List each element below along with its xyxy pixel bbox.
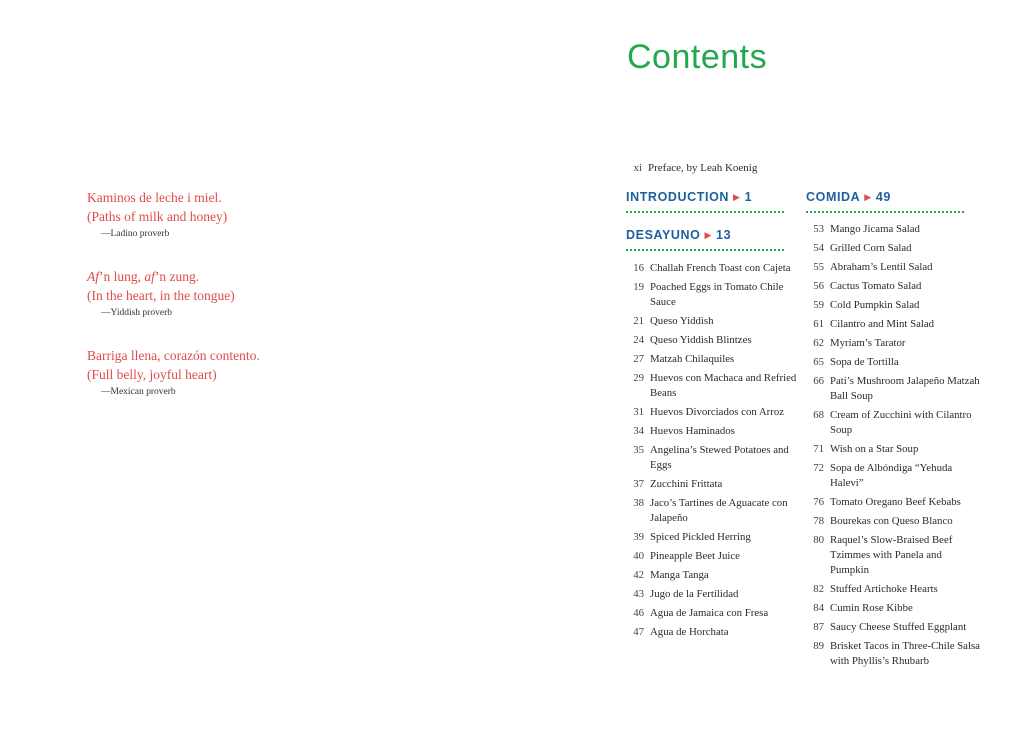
page-number: 82 — [813, 583, 824, 595]
toc-entry[interactable] — [806, 317, 982, 332]
entry-name: Huevos con Machaca and Refried Beans — [650, 372, 797, 399]
entry-name: Sopa de Albóndiga “Yehuda Halevi” — [830, 462, 953, 489]
section-label: DESAYUNO — [626, 228, 701, 242]
page-number: 19 — [633, 281, 644, 293]
entry-name: Brisket Tacos in Three-Chile Salsa with Phyllis’s Rhubarb — [830, 640, 980, 667]
toc-entry[interactable] — [626, 568, 802, 583]
page-number: 87 — [813, 621, 824, 633]
section-label: COMIDA — [806, 190, 861, 204]
entry-name: Wish on a Star Soup — [830, 443, 919, 455]
arrow-right-icon: ▶ — [704, 230, 713, 240]
entry-name: Jugo de la Fertilidad — [650, 588, 739, 600]
toc-entry[interactable] — [806, 533, 982, 578]
toc-entry[interactable] — [626, 606, 802, 621]
toc-entry[interactable] — [626, 333, 802, 348]
page-number: 43 — [633, 588, 644, 600]
toc-entry[interactable] — [626, 530, 802, 545]
toc-entry[interactable] — [806, 514, 982, 529]
page-number: 80 — [813, 534, 824, 546]
toc-entry[interactable] — [806, 461, 982, 491]
section-label: INTRODUCTION — [626, 190, 730, 204]
entry-name: Cilantro and Mint Salad — [830, 318, 935, 330]
page-number: 37 — [633, 478, 644, 490]
ladino-quote — [87, 188, 227, 239]
page-number: 65 — [813, 356, 824, 368]
toc-entry[interactable] — [806, 279, 982, 294]
entry-name: Stuffed Artichoke Hearts — [830, 583, 938, 595]
quote-line — [87, 267, 235, 286]
page-number: 68 — [813, 409, 824, 421]
toc-entry[interactable] — [626, 314, 802, 329]
page-number: 24 — [633, 334, 644, 346]
toc-entry[interactable] — [626, 424, 802, 439]
entry-name: Cactus Tomato Salad — [830, 280, 922, 292]
entry-name: Bourekas con Queso Blanco — [830, 515, 953, 527]
entry-name: Spiced Pickled Herring — [650, 531, 751, 543]
page-number: 72 — [813, 462, 824, 474]
entry-name: Challah French Toast con Cajeta — [650, 262, 791, 274]
quote-translation: (Full belly, joyful heart) — [87, 367, 217, 382]
entry-name: Cream of Zucchini with Cilantro Soup — [830, 409, 972, 436]
page-number: 27 — [633, 353, 644, 365]
page-number: xi — [633, 162, 642, 174]
entry-name: Pati’s Mushroom Jalapeño Matzah Ball Soup — [830, 375, 980, 402]
toc-entry[interactable] — [806, 620, 982, 635]
comida-list — [806, 222, 982, 673]
toc-entry[interactable] — [806, 355, 982, 370]
entry-name: Myriam’s Tarator — [830, 337, 906, 349]
toc-entry[interactable] — [626, 405, 802, 420]
desayuno-list — [626, 261, 802, 644]
entry-name: Cold Pumpkin Salad — [830, 299, 920, 311]
toc-entry[interactable] — [806, 408, 982, 438]
entry-name: Saucy Cheese Stuffed Eggplant — [830, 621, 967, 633]
toc-entry[interactable] — [626, 549, 802, 564]
page-number: 54 — [813, 242, 824, 254]
entry-name: Grilled Corn Salad — [830, 242, 912, 254]
dotted-divider — [806, 211, 964, 213]
entry-name: Poached Eggs in Tomato Chile Sauce — [650, 281, 784, 308]
page-number: 35 — [633, 444, 644, 456]
page-number: 31 — [633, 406, 644, 418]
entry-name: Sopa de Tortilla — [830, 356, 899, 368]
quote-attribution: —Yiddish proverb — [101, 308, 172, 318]
toc-entry[interactable] — [626, 625, 802, 640]
entry-name: Tomato Oregano Beef Kebabs — [830, 496, 961, 508]
quote-line: Kaminos de leche i miel. — [87, 190, 222, 205]
page-number: 56 — [813, 280, 824, 292]
page-number: 21 — [633, 315, 644, 327]
page-number: 47 — [633, 626, 644, 638]
page-number: 84 — [813, 602, 824, 614]
arrow-right-icon: ▶ — [733, 192, 741, 202]
entry-name: Queso Yiddish — [650, 315, 714, 327]
page-number: 66 — [813, 375, 824, 387]
dotted-divider — [626, 211, 784, 213]
quote-text: ’n lung, — [99, 269, 145, 284]
page-number: 55 — [813, 261, 824, 273]
page-number: 16 — [633, 262, 644, 274]
quote-italic: af — [144, 269, 155, 284]
toc-entry[interactable] — [626, 371, 802, 401]
page-number: 53 — [813, 223, 824, 235]
page-title: Contents — [627, 38, 768, 76]
toc-entry[interactable] — [806, 582, 982, 597]
toc-entry[interactable] — [626, 477, 802, 492]
page-number: 40 — [633, 550, 644, 562]
toc-entry[interactable] — [806, 639, 982, 669]
quote-translation: (In the heart, in the tongue) — [87, 288, 235, 303]
section-introduction[interactable] — [626, 190, 752, 204]
entry-name: Matzah Chilaquiles — [650, 353, 735, 365]
toc-entry[interactable] — [806, 222, 982, 237]
page-number: 38 — [633, 497, 644, 509]
entry-name: Jaco’s Tartines de Aguacate con Jalapeño — [650, 497, 788, 524]
toc-entry[interactable] — [806, 241, 982, 256]
entry-name: Huevos Divorciados con Arroz — [650, 406, 785, 418]
page-number: 42 — [633, 569, 644, 581]
toc-entry[interactable] — [806, 336, 982, 351]
entry-name: Angelina’s Stewed Potatoes and Eggs — [650, 444, 789, 471]
arrow-right-icon: ▶ — [864, 192, 872, 202]
toc-entry[interactable] — [626, 587, 802, 602]
page-number: 76 — [813, 496, 824, 508]
entry-name: Raquel’s Slow-Braised Beef Tzimmes with Panela and Pumpkin — [830, 534, 953, 576]
page-number: 78 — [813, 515, 824, 527]
yiddish-quote — [87, 267, 235, 318]
section-page: 13 — [716, 228, 732, 242]
page-number: 39 — [633, 531, 644, 543]
entry-name: Abraham’s Lentil Salad — [830, 261, 933, 273]
toc-entry[interactable] — [806, 442, 982, 457]
page-number: 89 — [813, 640, 824, 652]
quote-translation: (Paths of milk and honey) — [87, 209, 228, 224]
quote-attribution: —Mexican proverb — [101, 387, 176, 397]
dotted-divider — [626, 249, 784, 251]
right-page — [512, 0, 1024, 731]
toc-entry[interactable] — [626, 443, 802, 473]
toc-entry[interactable] — [806, 374, 982, 404]
page-number: 29 — [633, 372, 644, 384]
entry-name: Pineapple Beet Juice — [650, 550, 740, 562]
toc-entry[interactable] — [626, 280, 802, 310]
page-number: 62 — [813, 337, 824, 349]
entry-name: Cumin Rose Kibbe — [830, 602, 913, 614]
page-number: 46 — [633, 607, 644, 619]
page-number: 71 — [813, 443, 824, 455]
entry-name: Agua de Jamaica con Fresa — [650, 607, 769, 619]
toc-entry[interactable] — [806, 298, 982, 313]
toc-entry[interactable] — [806, 260, 982, 275]
quote-italic: Af — [87, 269, 99, 284]
entry-name: Huevos Haminados — [650, 425, 735, 437]
entry-name: Zucchini Frittata — [650, 478, 723, 490]
toc-entry[interactable] — [806, 601, 982, 616]
quote-line: Barriga llena, corazón contento. — [87, 348, 260, 363]
page-number: 59 — [813, 299, 824, 311]
quote-text: ’n zung. — [154, 269, 200, 284]
section-page: 1 — [744, 190, 753, 204]
quote-attribution: —Ladino proverb — [101, 229, 170, 239]
toc-entry[interactable] — [626, 496, 802, 526]
page-number: 34 — [633, 425, 644, 437]
mexican-quote — [87, 346, 260, 397]
page-number: 61 — [813, 318, 824, 330]
entry-name: Preface, by Leah Koenig — [648, 162, 758, 174]
entry-name: Queso Yiddish Blintzes — [650, 334, 752, 346]
toc-entry[interactable] — [626, 352, 802, 367]
entry-name: Agua de Horchata — [650, 626, 729, 638]
entry-name: Mango Jicama Salad — [830, 223, 920, 235]
section-desayuno[interactable] — [626, 228, 731, 242]
toc-entry[interactable] — [806, 495, 982, 510]
preface-entry[interactable] — [626, 162, 757, 174]
section-comida[interactable] — [806, 190, 891, 204]
entry-name: Manga Tanga — [650, 569, 709, 581]
section-page: 49 — [875, 190, 891, 204]
toc-entry[interactable] — [626, 261, 802, 276]
